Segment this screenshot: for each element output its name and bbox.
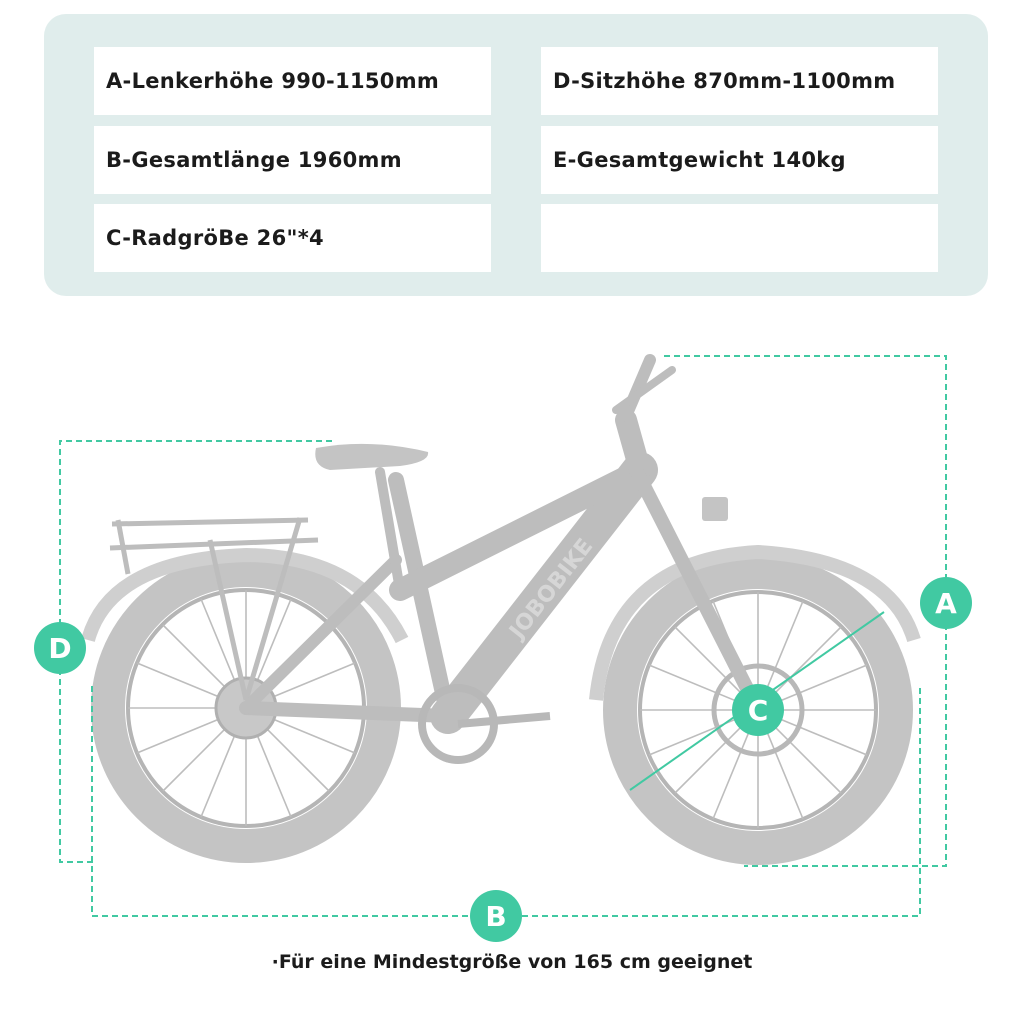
badge-b — [470, 890, 522, 942]
headlight — [702, 497, 728, 521]
badge-b-label: B — [485, 900, 507, 933]
badge-c — [732, 684, 784, 736]
bike-illustration — [88, 360, 914, 848]
bike-dimension-diagram — [0, 300, 1024, 960]
bike-frame — [246, 360, 758, 716]
spec-empty-cell — [541, 204, 938, 272]
badge-d — [34, 622, 86, 674]
spec-wheel-size: C-RadgröBe 26"*4 — [94, 204, 491, 272]
spec-total-weight: E-Gesamtgewicht 140kg — [541, 126, 938, 194]
badge-d-label: D — [48, 632, 72, 665]
spec-seat-height: D-Sitzhöhe 870mm-1100mm — [541, 47, 938, 115]
spec-handlebar-height: A-Lenkerhöhe 990-1150mm — [94, 47, 491, 115]
badge-a — [920, 577, 972, 629]
badge-c-label: C — [747, 694, 769, 727]
footnote: ·Für eine Mindestgröße von 165 cm geeignet — [271, 951, 753, 973]
badge-a-label: A — [935, 587, 957, 620]
bike-seat — [315, 444, 428, 470]
dimension-d-line — [60, 441, 332, 862]
crank-arm — [458, 716, 550, 724]
frame-brand-text: JOBOBIKE — [505, 534, 599, 644]
spec-total-length: B-Gesamtlänge 1960mm — [94, 126, 491, 194]
